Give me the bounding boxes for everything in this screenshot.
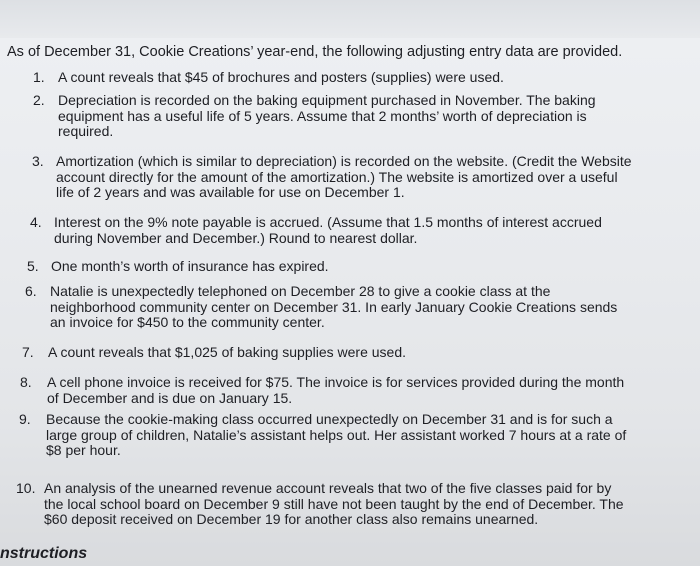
item-text: Interest on the 9% note payable is accrued. (Assume that 1.5 months of interest accrued during November and December.) Round to nearest dollar. [54,214,602,246]
item-number: 10. [16,480,36,496]
item-number: 3. [32,153,44,169]
item-number: 6. [25,283,37,299]
item-number: 4. [30,214,42,230]
item-text: A count reveals that $1,025 of baking supplies were used. [48,344,407,360]
item-text: One month’s worth of insurance has expired. [51,258,329,274]
intro-text: As of December 31, Cookie Creations’ year-end, the following adjusting entry data are provided. [7,44,623,60]
item-number: 5. [27,258,39,274]
item-text: A count reveals that $45 of brochures and posters (supplies) were used. [58,69,504,85]
item-text: Amortization (which is similar to depreciation) is recorded on the website. (Credit the Website account directly for the amount of the amortization.) The website is amortized over a useful life of 2 years and was available for use on December 1. [56,153,632,200]
instructions-heading: nstructions [0,545,88,562]
item-number: 7. [22,344,34,360]
item-number: 9. [19,411,31,427]
item-number: 8. [20,374,32,390]
item-text: An analysis of the unearned revenue account reveals that two of the five classes paid for by the local school board on December 9 still have not been taught by the end of December. The $60 deposit received on December 19 for another class also remains unearned. [44,480,624,527]
item-text: Depreciation is recorded on the baking equipment purchased in November. The baking equipment has a useful life of 5 years. Assume that 2 months’ worth of depreciation is required. [58,92,596,139]
top-band [0,0,700,38]
item-text: Because the cookie-making class occurred unexpectedly on December 31 and is for such a large group of children, Natalie’s assistant helps out. Her assistant worked 7 hours at a rate of $8 per hour. [46,411,627,458]
item-text: A cell phone invoice is received for $75. The invoice is for services provided during the month of December and is due on January 15. [47,374,625,406]
item-number: 2. [33,92,45,108]
item-text: Natalie is unexpectedly telephoned on December 28 to give a cookie class at the neighborhood community center on December 31. In early January Cookie Creations sends an invoice for $450 to the community center. [50,283,618,330]
item-number: 1. [33,69,45,85]
